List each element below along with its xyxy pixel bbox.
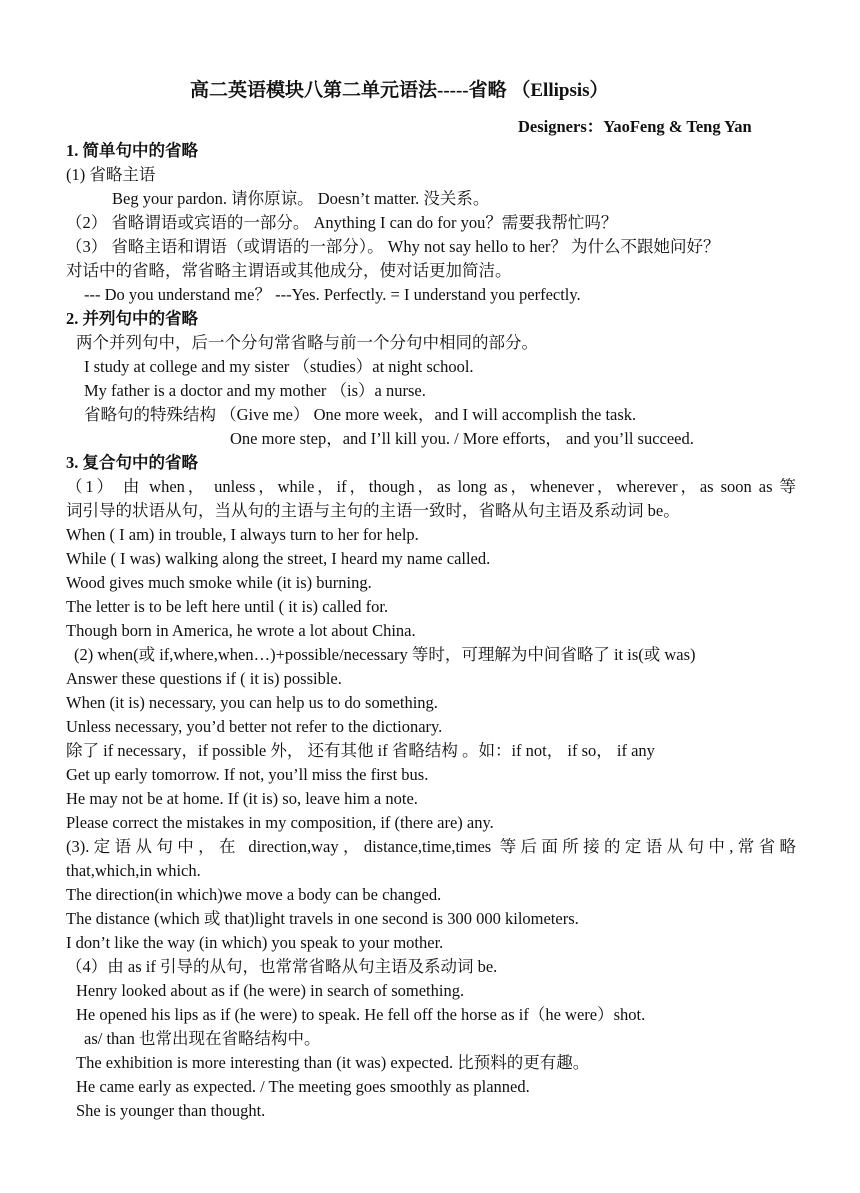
text-line: as/ than 也常出现在省略结构中。 [84, 1029, 321, 1048]
text-line: She is younger than thought. [76, 1101, 266, 1120]
text-line: （4）由 as if 引导的从句，也常常省略从句主语及系动词 be. [66, 957, 498, 976]
text-line: （3） 省略主语和谓语（或谓语的一部分）。 Why not say hello to her？ 为什么不跟她问好？ [66, 237, 720, 256]
text-line: （1） 由 when， unless，while，if，though，as long as，whenever，wherever，as soon as 等 [66, 477, 796, 496]
text-line: Answer these questions if ( it is) possible. [66, 669, 342, 688]
text-line: (2) when(或 if,where,when…)+possible/necessary 等时，可理解为中间省略了 it is(或 was) [74, 645, 696, 664]
text-line: When (it is) necessary, you can help us to do something. [66, 693, 438, 712]
text-line: The distance (which 或 that)light travels in one second is 300 000 kilometers. [66, 909, 579, 928]
text-line: He may not be at home. If (it is) so, leave him a note. [66, 789, 418, 808]
text-line: The direction(in which)we move a body can be changed. [66, 885, 442, 904]
text-line: 两个并列句中，后一个分句常省略与前一个分句中相同的部分。 [76, 333, 538, 352]
text-line: My father is a doctor and my mother （is）a nurse. [84, 381, 426, 400]
text-line: （2） 省略谓语或宾语的一部分。 Anything I can do for you？需要我帮忙吗？ [66, 213, 618, 232]
section-heading: 2. 并列句中的省略 [66, 309, 198, 328]
text-line: One more step，and I’ll kill you. / More efforts， and you’ll succeed. [230, 429, 694, 448]
text-line: Beg your pardon. 请你原谅。 Doesn’t matter. 没关系。 [112, 189, 490, 208]
text-line: Though born in America, he wrote a lot about China. [66, 621, 416, 640]
page-title: 高二英语模块八第二单元语法-----省略 （Ellipsis） [190, 80, 609, 101]
text-line: 除了 if necessary，if possible 外， 还有其他 if 省略结构 。如：if not， if so， if any [66, 741, 655, 760]
text-line: I study at college and my sister （studies）at night school. [84, 357, 474, 376]
text-line: While ( I was) walking along the street, I heard my name called. [66, 549, 491, 568]
text-line: 省略句的特殊结构 （Give me） One more week，and I will accomplish the task. [84, 405, 637, 424]
text-line: I don’t like the way (in which) you speak to your mother. [66, 933, 444, 952]
text-line: The letter is to be left here until ( it is) called for. [66, 597, 389, 616]
text-line: Henry looked about as if (he were) in search of something. [76, 981, 465, 1000]
text-line: Wood gives much smoke while (it is) burning. [66, 573, 372, 592]
text-line: 词引导的状语从句，当从句的主语与主句的主语一致时，省略从句主语及系动词 be。 [66, 501, 680, 520]
designers-line: Designers：YaoFeng & Teng Yan [518, 117, 752, 136]
text-line: Get up early tomorrow. If not, you’ll miss the first bus. [66, 765, 429, 784]
text-line: He opened his lips as if (he were) to speak. He fell off the horse as if（he were）shot. [76, 1005, 646, 1024]
text-line: He came early as expected. / The meeting goes smoothly as planned. [76, 1077, 530, 1096]
section-heading: 3. 复合句中的省略 [66, 453, 198, 472]
text-line: --- Do you understand me？ ---Yes. Perfectly. = I understand you perfectly. [84, 285, 581, 304]
text-line: (3).定语从句中，在 direction,way，distance,time,times 等后面所接的定语从句中,常省略 [66, 837, 796, 856]
text-line: When ( I am) in trouble, I always turn to her for help. [66, 525, 419, 544]
text-line: (1) 省略主语 [66, 165, 156, 184]
text-line: Please correct the mistakes in my composition, if (there are) any. [66, 813, 494, 832]
text-line: 对话中的省略，常省略主谓语或其他成分，使对话更加简洁。 [66, 261, 512, 280]
text-line: Unless necessary, you’d better not refer to the dictionary. [66, 717, 443, 736]
text-line: that,which,in which. [66, 861, 201, 880]
section-heading: 1. 简单句中的省略 [66, 141, 198, 160]
text-line: The exhibition is more interesting than (it was) expected. 比预料的更有趣。 [76, 1053, 590, 1072]
